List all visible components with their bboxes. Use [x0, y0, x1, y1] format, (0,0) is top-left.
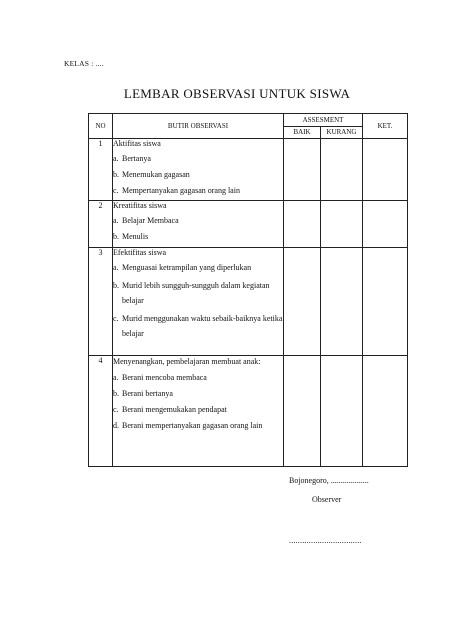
row-heading: Efektifitas siswa — [113, 248, 167, 257]
baik-cell — [284, 356, 321, 467]
row-number: 2 — [89, 201, 113, 248]
item-text: Belajar Membaca — [122, 216, 179, 225]
list-item — [113, 421, 283, 433]
ket-cell — [363, 248, 408, 356]
ket-cell — [363, 201, 408, 248]
list-item — [113, 154, 283, 164]
signature-line: ................................. — [289, 536, 362, 545]
item-label: c. — [113, 314, 119, 323]
observation-item — [113, 356, 284, 467]
list-item — [113, 314, 283, 341]
item-label: a. — [113, 216, 119, 225]
list-item — [113, 170, 283, 180]
baik-cell — [284, 201, 321, 248]
header-assesment: ASSESMENT — [284, 114, 363, 127]
item-text: Bertanya — [122, 154, 151, 163]
row-heading: Kreatifitas siswa — [113, 201, 167, 210]
list-item — [113, 232, 283, 242]
header-butir-observasi: BUTIR OBSERVASI — [113, 114, 284, 139]
baik-cell — [284, 139, 321, 201]
baik-cell — [284, 248, 321, 356]
list-item — [113, 281, 283, 308]
observation-item — [113, 248, 284, 356]
place-date: Bojonegoro, ................... — [289, 476, 369, 485]
item-text: Berani mempertanyakan gagasan orang lain — [122, 421, 263, 430]
header-kurang: KURANG — [321, 127, 363, 139]
table-row — [89, 356, 408, 467]
row-number: 3 — [89, 248, 113, 356]
list-item — [113, 405, 283, 415]
row-heading: Menyenangkan, pembelajaran membuat anak: — [113, 357, 261, 366]
header-baik: BAIK — [284, 127, 321, 139]
class-label: KELAS : .... — [64, 59, 104, 68]
observer-label: Observer — [312, 495, 342, 504]
row-heading: Aktifitas siswa — [113, 139, 161, 148]
list-item — [113, 389, 283, 399]
item-label: a. — [113, 373, 119, 382]
observation-item — [113, 139, 284, 201]
ket-cell — [363, 356, 408, 467]
item-label: c. — [113, 186, 119, 195]
document-title: LEMBAR OBSERVASI UNTUK SISWA — [123, 86, 351, 101]
item-label: b. — [113, 170, 119, 179]
item-label: d. — [113, 421, 119, 430]
item-text: Berani mengemukakan pendapat — [122, 405, 227, 414]
table-row — [89, 139, 408, 201]
kurang-cell — [321, 139, 363, 201]
list-item — [113, 216, 283, 226]
item-text: Menemukan gagasan — [122, 170, 190, 179]
item-label: b. — [113, 281, 119, 290]
item-text: Murid lebih sungguh-sungguh dalam kegiatan belajar — [122, 281, 270, 305]
list-item — [113, 263, 283, 275]
item-text: Menulis — [122, 232, 149, 241]
item-text: Menguasai ketrampilan yang diperlukan — [122, 263, 252, 272]
item-label: b. — [113, 389, 119, 398]
header-ket: KET. — [363, 114, 408, 139]
item-text: Berani mencoba membaca — [122, 373, 207, 382]
table-row — [89, 248, 408, 356]
item-label: a. — [113, 263, 119, 272]
list-item — [113, 186, 283, 196]
item-text: Berani bertanya — [122, 389, 173, 398]
kurang-cell — [321, 201, 363, 248]
kurang-cell — [321, 248, 363, 356]
table-row — [89, 201, 408, 248]
header-no: NO — [89, 114, 113, 139]
observation-table — [88, 113, 408, 467]
row-number: 4 — [89, 356, 113, 467]
item-text: Mempertanyakan gagasan orang lain — [122, 186, 240, 195]
row-number: 1 — [89, 139, 113, 201]
item-text: Murid menggunakan waktu sebaik-baiknya ketika belajar — [122, 314, 283, 338]
list-item — [113, 373, 283, 383]
item-label: a. — [113, 154, 119, 163]
kurang-cell — [321, 356, 363, 467]
observation-item — [113, 201, 284, 248]
item-label: c. — [113, 405, 119, 414]
item-label: b. — [113, 232, 119, 241]
ket-cell — [363, 139, 408, 201]
